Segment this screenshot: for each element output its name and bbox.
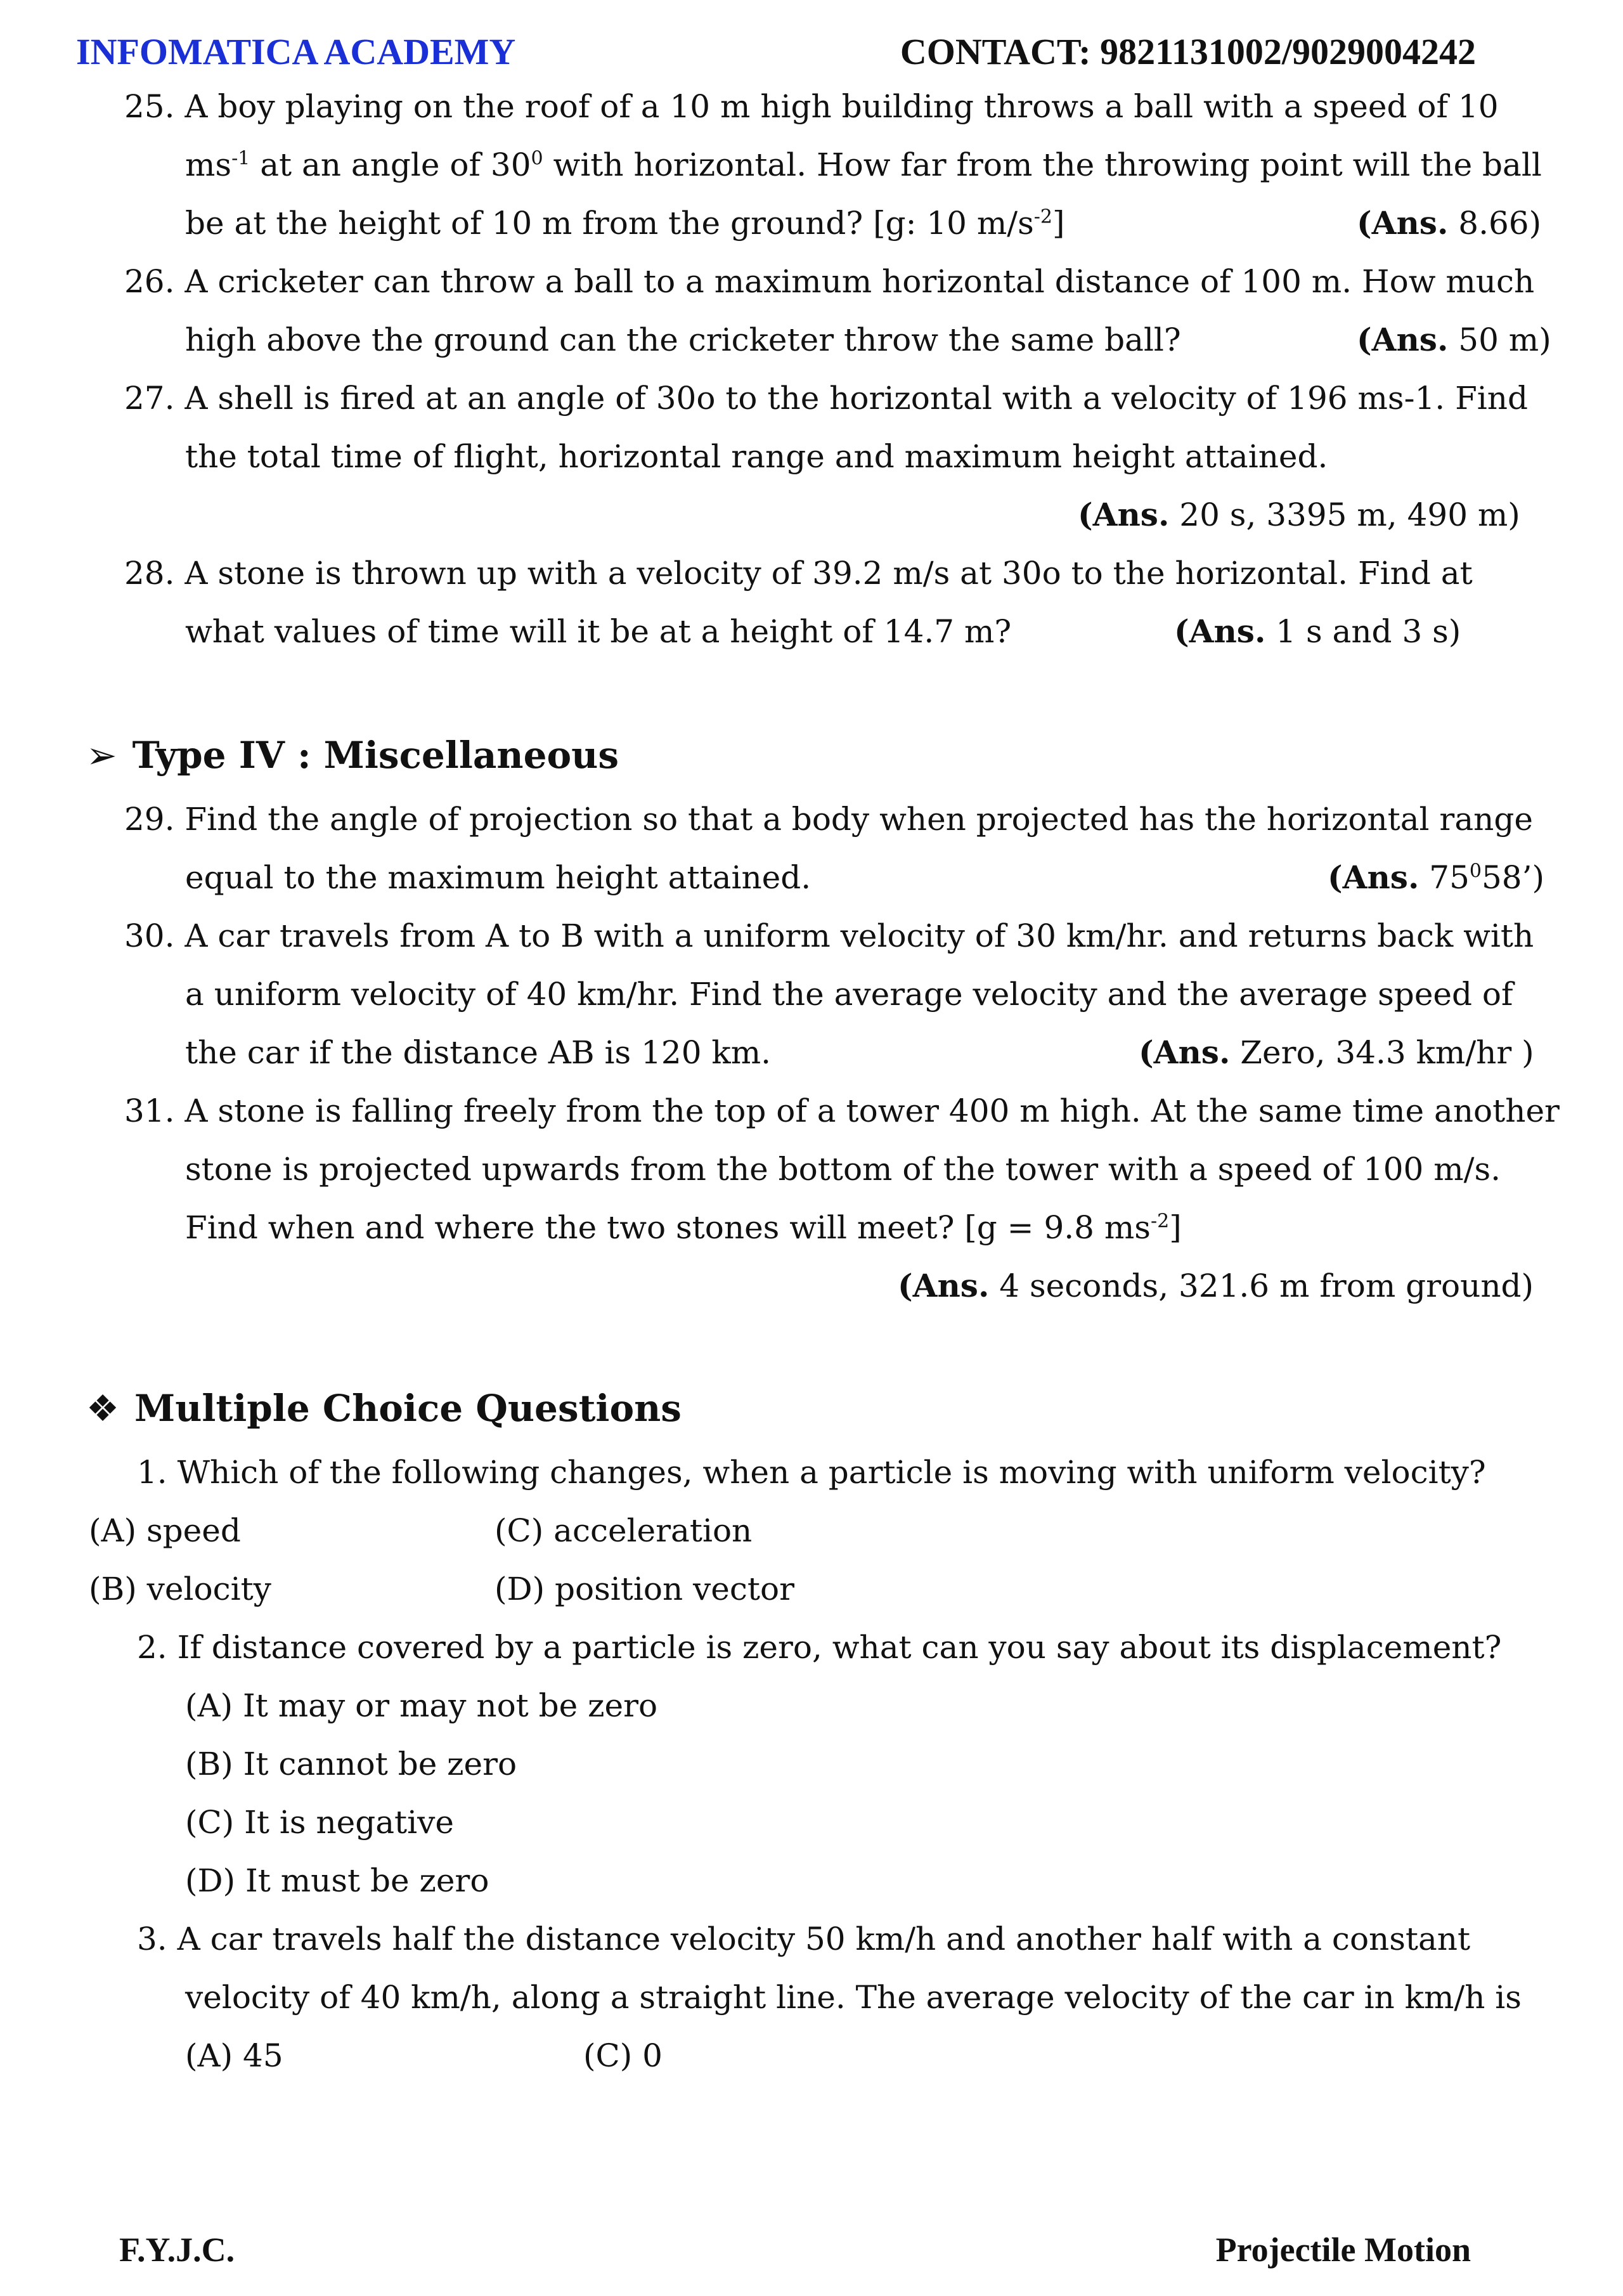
- q30-line-3: the car if the distance AB is 120 km.: [185, 1034, 772, 1071]
- q31-answer: (Ans. 4 seconds, 321.6 m from ground): [898, 1267, 1534, 1304]
- diamond-bullet-icon: ❖: [86, 1387, 119, 1430]
- mcq2-option-a: (A) It may or may not be zero: [185, 1687, 658, 1724]
- mcq1-option-c: (C) acceleration: [495, 1512, 753, 1549]
- q27-line-2: the total time of flight, horizontal range and maximum height attained.: [185, 438, 1328, 475]
- q28-line-2: what values of time will it be at a height of 14.7 m?: [185, 613, 1012, 650]
- q27-answer: (Ans. 20 s, 3395 m, 490 m): [1078, 496, 1520, 533]
- q29-line-1: 29. Find the angle of projection so that a body when projected has the horizontal range: [124, 801, 1533, 838]
- mcq1-option-d: (D) position vector: [495, 1571, 794, 1607]
- mcq1-option-a: (A) speed: [89, 1512, 241, 1549]
- section-type-iv-heading: ➢ Type IV : Miscellaneous: [86, 734, 619, 777]
- footer-class-label: F.Y.J.C.: [119, 2231, 235, 2269]
- q30-answer: (Ans. Zero, 34.3 km/hr ): [1139, 1034, 1534, 1071]
- q25-line-3: be at the height of 10 m from the ground? [g: 10 $m/s^{-2}$]: [185, 205, 1065, 242]
- mcq3-option-a: (A) 45: [185, 2037, 283, 2074]
- mcq2-option-d: (D) It must be zero: [185, 1862, 489, 1899]
- q26-line-1: 26. A cricketer can throw a ball to a maximum horizontal distance of 100 m. How much: [124, 263, 1535, 300]
- mcq3-option-c: (C) 0: [583, 2037, 663, 2074]
- q25-line-1: 25. A boy playing on the roof of a 10 m high building throws a ball with a speed of 10: [124, 88, 1499, 125]
- q31-line-1: 31. A stone is falling freely from the top of a tower 400 m high. At the same time another: [124, 1093, 1560, 1129]
- q26-answer: (Ans. 50 m): [1357, 321, 1551, 358]
- q31-line-2: stone is projected upwards from the bottom of the tower with a speed of 100 m/s.: [185, 1151, 1501, 1188]
- mcq1-question: 1. Which of the following changes, when a particle is moving with uniform velocity?: [137, 1454, 1486, 1491]
- q25-answer: (Ans. 8.66): [1357, 204, 1542, 242]
- q27-line-1: 27. A shell is fired at an angle of 30o to the horizontal with a velocity of 196 ms-1. Find: [124, 380, 1528, 417]
- q30-line-1: 30. A car travels from A to B with a uniform velocity of 30 km/hr. and returns back with: [124, 918, 1534, 954]
- mcq3-line-1: 3. A car travels half the distance velocity 50 km/h and another half with a constant: [137, 1921, 1471, 1957]
- mcq1-option-b: (B) velocity: [89, 1571, 271, 1607]
- q25-line-2: $ms^{-1}$ at an angle of $30^0$ with horizontal. How far from the throwing point will the ball: [185, 146, 1542, 183]
- mcq2-option-b: (B) It cannot be zero: [185, 1746, 517, 1782]
- header-academy-name: INFOMATICA ACADEMY: [76, 31, 516, 72]
- q29-line-2: equal to the maximum height attained.: [185, 859, 812, 896]
- mcq2-question: 2. If distance covered by a particle is zero, what can you say about its displacement?: [137, 1629, 1502, 1666]
- q28-answer: (Ans. 1 s and 3 s): [1174, 613, 1461, 650]
- q29-answer: (Ans. $75^058$’): [1328, 859, 1545, 896]
- mcq-heading: ❖ Multiple Choice Questions: [86, 1387, 682, 1430]
- q31-line-3: Find when and where the two stones will meet? [g = 9.8 $ms^{-2}$]: [185, 1209, 1182, 1246]
- header-contact: CONTACT: 9821131002/9029004242: [900, 31, 1476, 72]
- arrowhead-bullet-icon: ➢: [86, 734, 117, 777]
- q26-line-2: high above the ground can the cricketer throw the same ball?: [185, 321, 1181, 358]
- mcq2-option-c: (C) It is negative: [185, 1804, 454, 1841]
- q30-line-2: a uniform velocity of 40 km/hr. Find the average velocity and the average speed of: [185, 976, 1513, 1013]
- q28-line-1: 28. A stone is thrown up with a velocity of 39.2 m/s at 30o to the horizontal. Find at: [124, 555, 1473, 592]
- footer-chapter-label: Projectile Motion: [1215, 2231, 1471, 2269]
- mcq3-line-2: velocity of 40 km/h, along a straight line. The average velocity of the car in km/h is: [185, 1979, 1522, 2016]
